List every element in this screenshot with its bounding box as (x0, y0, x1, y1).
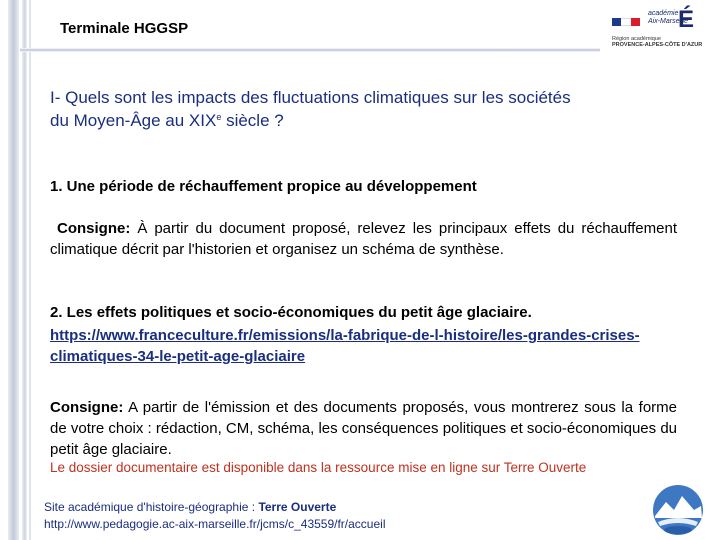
flag-icon (612, 18, 640, 26)
section2-consigne: Consigne: A partir de l'émission et des documents proposés, vous montrerez sous la forme de votre choix : rédaction, CM, schéma, les conséquences politiques et socio-économiques du petit âge glaciaire. (50, 399, 678, 458)
resource-link[interactable]: https://www.franceculture.fr/emissions/la-fabrique-de-l-histoire/les-grandes-crises-climatiques-34-le-petit-age-glaciaire (50, 327, 640, 365)
section1-heading: 1. Une période de réchauffement propice au développement (50, 178, 477, 195)
header-divider (20, 48, 600, 52)
decorative-bar (8, 0, 19, 540)
dossier-note: Le dossier documentaire est disponible dans la ressource mise en ligne sur Terre Ouverte (50, 460, 587, 475)
footer-url[interactable]: http://www.pedagogie.ac-aix-marseille.fr/jcms/c_43559/fr/accueil (44, 517, 386, 531)
decorative-bar (29, 0, 31, 540)
page-title: I- Quels sont les impacts des fluctuations climatiques sur les sociétés du Moyen-Âge au XIXe siècle ? (50, 88, 571, 130)
footer: Site académique d'histoire-géographie : Terre Ouverte http://www.pedagogie.ac-aix-marseille.fr/jcms/c_43559/fr/accueil (44, 500, 386, 531)
decorative-bar (22, 0, 27, 540)
academy-logo (612, 6, 712, 52)
section1-consigne: Consigne: À partir du document proposé, relevez les principaux effets du réchauffement climatique décrit par l'historien et organisez un schéma de synthèse. (50, 220, 677, 258)
course-title: Terminale HGGSP (60, 20, 189, 37)
terre-ouverte-logo (650, 482, 706, 538)
region-name: Région académique PROVENCE-ALPES-CÔTE D'AZUR (612, 36, 703, 48)
section2-heading: 2. Les effets politiques et socio-économiques du petit âge glaciaire. (50, 304, 532, 321)
academy-emblem: É (678, 6, 695, 33)
academy-name: académie Aix-Marseille (648, 10, 689, 25)
